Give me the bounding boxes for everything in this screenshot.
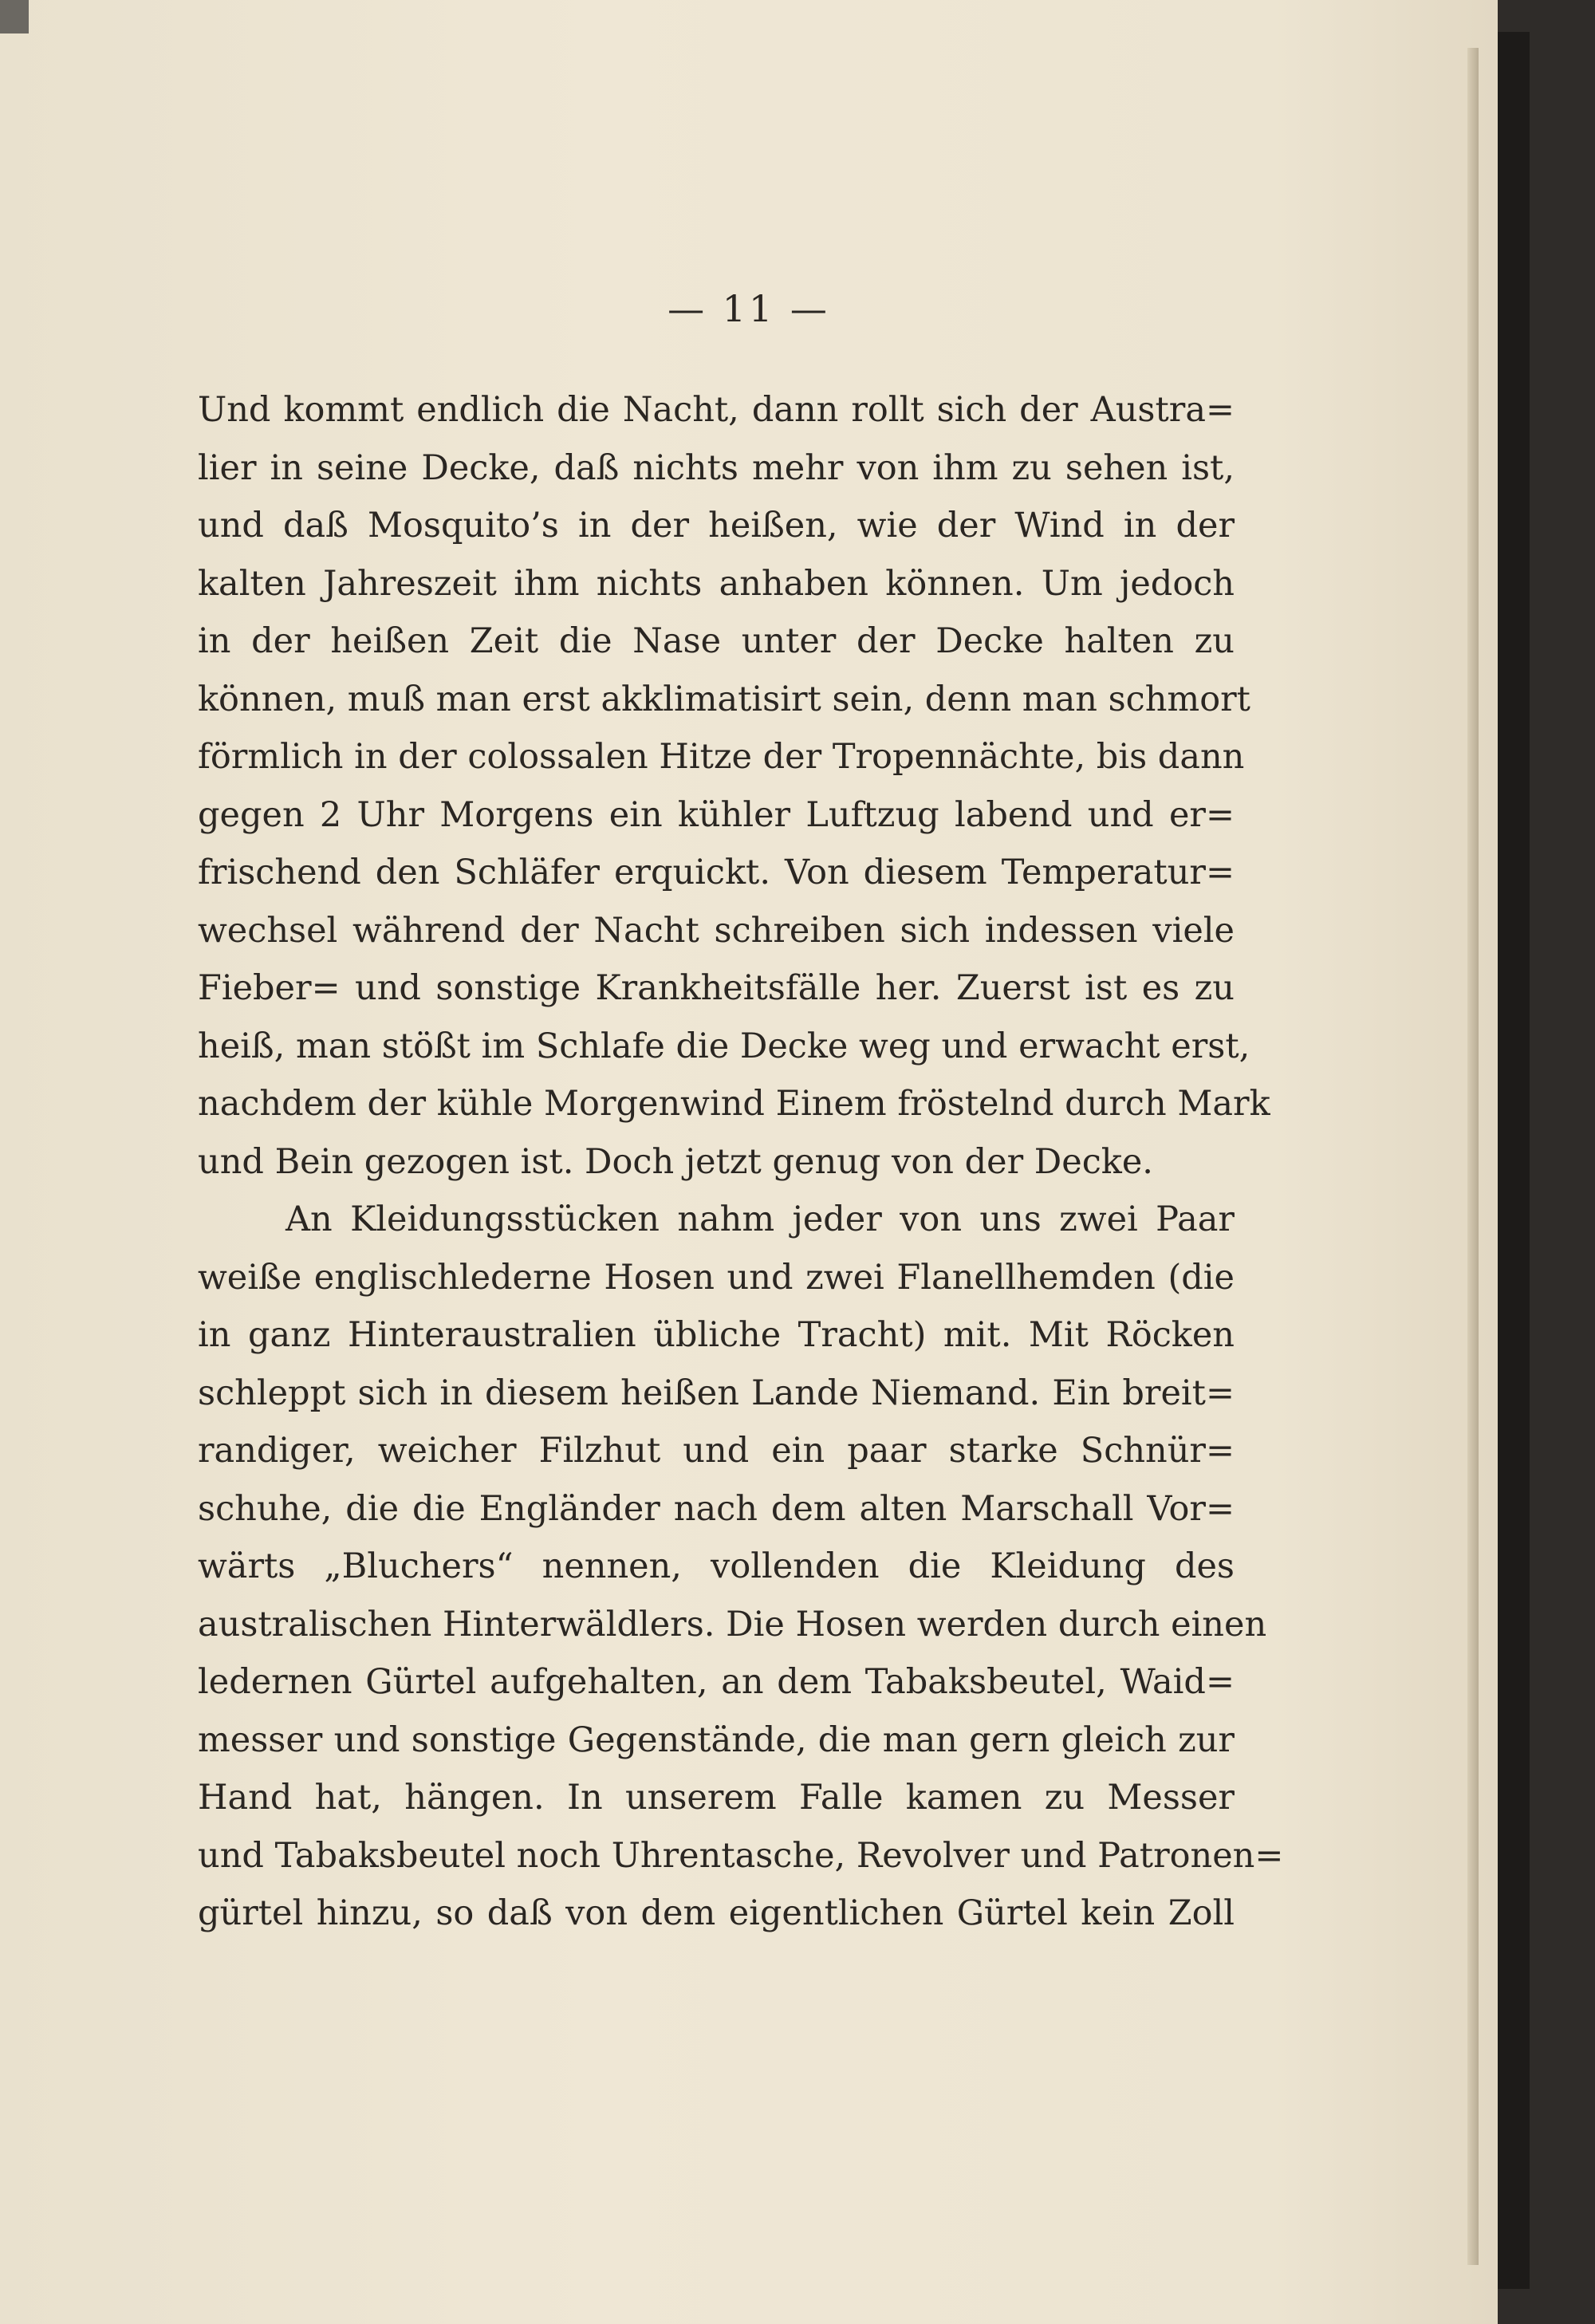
text-line: können, muß man erst akklimatisirt sein, denn man schmort	[198, 679, 1250, 719]
text-line: nachdem der kühle Morgenwind Einem fröstelnd durch Mark	[198, 1084, 1270, 1124]
text-line: weiße englischlederne Hosen und zwei Flanellhemden (die	[198, 1257, 1235, 1298]
text-line: und Tabaksbeutel noch Uhrentasche, Revolver und Patronen=	[198, 1835, 1284, 1876]
text-line: messer und sonstige Gegenstände, die man gern gleich zur	[198, 1719, 1235, 1760]
text-line: randiger, weicher Filzhut und ein paar starke Schnür=	[198, 1431, 1235, 1471]
text-line: frischend den Schläfer erquickt. Von diesem Temperatur=	[198, 853, 1235, 892]
text-line: und Bein gezogen ist. Doch jetzt genug von der Decke.	[198, 1141, 1153, 1182]
text-line: lier in seine Decke, daß nichts mehr von ihm zu sehen ist,	[198, 447, 1235, 488]
text-line: Hand hat, hängen. In unserem Falle kamen zu Messer	[198, 1778, 1235, 1818]
page-number: — 11 —	[668, 287, 830, 330]
text-line: schleppt sich in diesem heißen Lande Niemand. Ein breit=	[198, 1373, 1235, 1413]
page-fold-shadow	[1467, 48, 1479, 2265]
text-line: schuhe, die die Engländer nach dem alten Marschall Vor=	[198, 1488, 1235, 1529]
text-line: in ganz Hinteraustralien übliche Tracht) mit. Mit Röcken	[198, 1315, 1235, 1355]
text-line: Fieber= und sonstige Krankheitsfälle her. Zuerst ist es zu	[198, 968, 1235, 1008]
text-line: und daß Mosquito’s in der heißen, wie der Wind in der	[198, 506, 1235, 546]
book-cover-edge	[1498, 32, 1530, 2289]
text-line: An Kleidungsstücken nahm jeder von uns zwei Paar	[286, 1199, 1235, 1239]
text-line: australischen Hinterwäldlers. Die Hosen werden durch einen	[198, 1604, 1267, 1645]
text-line: kalten Jahreszeit ihm nichts anhaben können. Um jedoch	[198, 563, 1235, 604]
text-line: förmlich in der colossalen Hitze der Tropennächte, bis dann	[198, 737, 1245, 777]
text-line: heiß, man stößt im Schlafe die Decke weg und erwacht erst,	[198, 1026, 1250, 1066]
text-line: wärts „Bluchers“ nennen, vollenden die Kleidung des	[198, 1546, 1235, 1586]
text-line: ledernen Gürtel aufgehalten, an dem Tabaksbeutel, Waid=	[198, 1662, 1235, 1702]
text-line: gürtel hinzu, so daß von dem eigentlichen Gürtel kein Zoll	[198, 1893, 1235, 1933]
text-line: gegen 2 Uhr Morgens ein kühler Luftzug labend und er=	[198, 794, 1235, 835]
text-line: Und kommt endlich die Nacht, dann rollt sich der Austra=	[198, 390, 1235, 430]
text-line: wechsel während der Nacht schreiben sich indessen viele	[198, 910, 1235, 951]
text-line: in der heißen Zeit die Nase unter der Decke halten zu	[198, 621, 1235, 661]
body-text	[198, 381, 1284, 1943]
corner-mark	[0, 0, 29, 33]
